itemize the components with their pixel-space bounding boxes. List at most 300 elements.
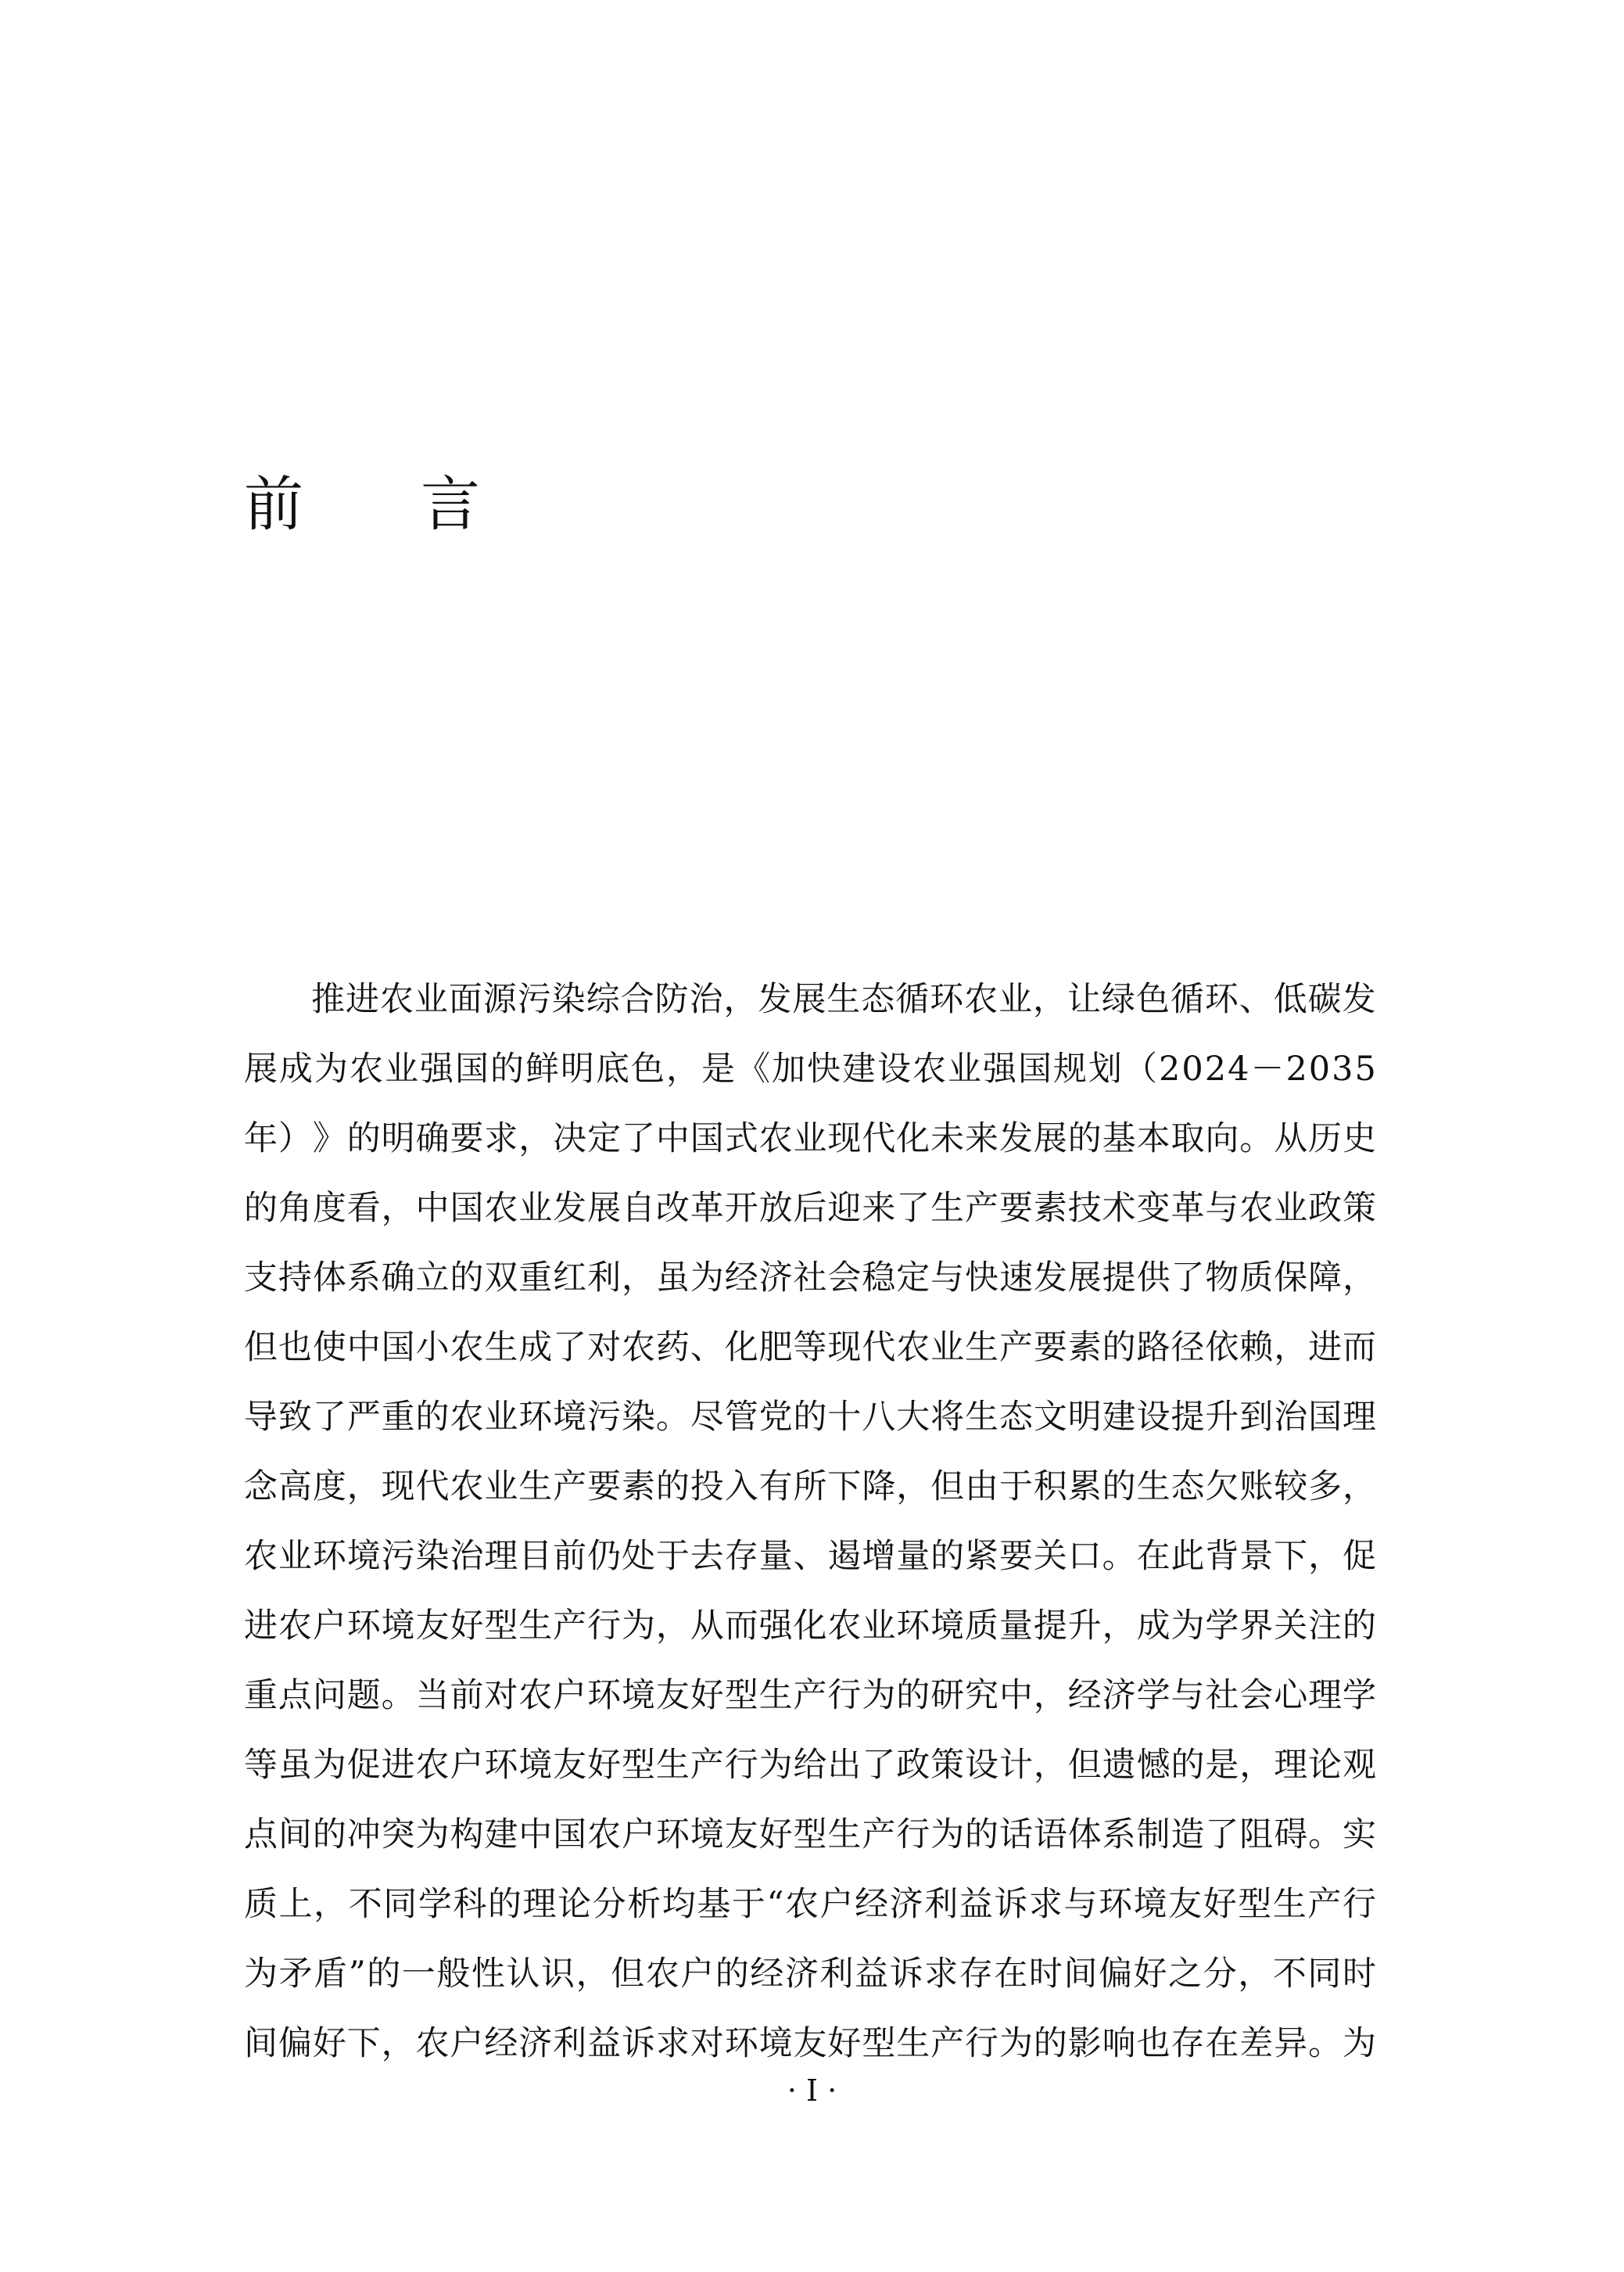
glyph: 了 (896, 1189, 930, 1228)
glyph: 境 (621, 1676, 655, 1715)
glyph: 也 (1136, 2024, 1170, 2063)
glyph: 合 (620, 980, 654, 1019)
glyph: 中 (998, 1676, 1033, 1715)
page-title (244, 469, 480, 540)
glyph: 与 (930, 1258, 965, 1298)
glyph: 国 (455, 1050, 489, 1089)
glyph: 之 (1168, 1954, 1203, 1994)
glyph: 农 (964, 980, 998, 1019)
glyph: 济 (889, 1885, 923, 1924)
glyph: 冲 (346, 1815, 381, 1854)
glyph: 生 (965, 1398, 999, 1437)
glyph: 进 (244, 1606, 278, 1646)
glyph: 出 (827, 1746, 862, 1785)
glyph: 户 (450, 1746, 484, 1785)
glyph: 量 (998, 1606, 1033, 1646)
glyph: 促 (346, 1746, 381, 1785)
glyph: 境 (1133, 1885, 1167, 1924)
glyph: 产 (793, 1676, 827, 1715)
glyph: 素 (1067, 1328, 1102, 1367)
glyph: 境 (346, 1537, 381, 1576)
glyph: 量 (896, 1537, 930, 1576)
glyph: “ (766, 1885, 784, 1924)
glyph: 未 (930, 1119, 965, 1158)
glyph: 构 (450, 1815, 484, 1854)
glyph: 要 (1033, 1328, 1067, 1367)
glyph: 对 (587, 1328, 622, 1367)
glyph: 好 (450, 1606, 484, 1646)
glyph: 升 (1205, 1398, 1239, 1437)
glyph: 的 (1067, 1119, 1102, 1158)
glyph: 累 (1067, 1467, 1102, 1506)
glyph: 治 (1274, 1398, 1308, 1437)
glyph: 代 (415, 1467, 450, 1506)
glyph: 质 (1239, 1258, 1274, 1298)
glyph: 将 (930, 1398, 965, 1437)
glyph: 明 (1067, 1398, 1102, 1437)
glyph: 是 (1205, 1746, 1239, 1785)
glyph: 济 (1102, 1676, 1136, 1715)
glyph: ， (1343, 1467, 1376, 1506)
glyph: 型 (724, 1676, 758, 1715)
glyph: 0 (1181, 1050, 1203, 1089)
glyph: 利 (587, 1258, 622, 1298)
glyph: 要 (450, 1119, 484, 1158)
glyph: 紧 (965, 1537, 999, 1576)
glyph: 的 (930, 1537, 965, 1576)
glyph: 经 (750, 1954, 784, 1994)
glyph: 质 (244, 1885, 278, 1924)
glyph: 现 (381, 1467, 415, 1506)
glyph: 前 (553, 1537, 587, 1576)
glyph: 立 (415, 1258, 450, 1298)
glyph: 》 (312, 1119, 346, 1158)
glyph: 产 (862, 1815, 896, 1854)
glyph: ， (1238, 1954, 1272, 1994)
glyph: 业 (862, 1606, 896, 1646)
glyph: 年 (244, 1119, 278, 1158)
glyph: 生 (965, 1328, 999, 1367)
glyph: 环 (655, 1815, 690, 1854)
glyph: 下 (827, 1467, 862, 1506)
glyph: 向 (1205, 1119, 1239, 1158)
glyph: 为 (758, 1746, 793, 1785)
glyph: 化 (896, 1119, 930, 1158)
glyph: 利 (553, 2024, 587, 2063)
glyph: 双 (484, 1258, 518, 1298)
glyph: ， (1033, 980, 1067, 1019)
glyph: 持 (278, 1258, 312, 1298)
glyph: 虽 (278, 1746, 312, 1785)
glyph: 业 (484, 1398, 518, 1437)
glyph: 于 (655, 1537, 690, 1576)
glyph: 展 (1033, 1119, 1067, 1158)
glyph: 要 (587, 1467, 622, 1506)
glyph: 为 (312, 1746, 346, 1785)
glyph: ， (314, 1885, 348, 1924)
glyph: 经 (855, 1885, 889, 1924)
glyph: 友 (415, 1606, 450, 1646)
glyph: 下 (346, 2024, 381, 2063)
glyph: 为 (314, 1050, 348, 1089)
glyph: 诉 (621, 2024, 655, 2063)
glyph: ， (1102, 1606, 1136, 1646)
glyph: 于 (998, 1467, 1033, 1506)
glyph: 设 (965, 1746, 999, 1785)
glyph: 的 (415, 1398, 450, 1437)
glyph: 强 (758, 1606, 793, 1646)
glyph: － (1250, 1050, 1285, 1089)
glyph: ， (1343, 1258, 1376, 1298)
glyph: 型 (621, 1746, 655, 1785)
glyph: 强 (420, 1050, 454, 1089)
glyph: 友 (793, 2024, 827, 2063)
glyph: 来 (862, 1189, 896, 1228)
glyph: 在 (1136, 1537, 1170, 1576)
glyph: 防 (654, 980, 689, 1019)
glyph: 异 (1274, 2024, 1308, 2063)
glyph: ， (575, 1954, 610, 1994)
glyph: 依 (1205, 1328, 1239, 1367)
glyph: 诉 (889, 1954, 923, 1994)
glyph: 碳 (1307, 980, 1342, 1019)
glyph: 鲜 (525, 1050, 559, 1089)
glyph: 求 (924, 1954, 959, 1994)
glyph: 业 (278, 1537, 312, 1576)
glyph: 此 (1170, 1537, 1205, 1576)
glyph: ， (381, 1189, 415, 1228)
glyph: 绿 (1101, 980, 1135, 1019)
paragraph-line (244, 1940, 1376, 2009)
glyph: 重 (518, 1258, 553, 1298)
glyph: 好 (758, 1815, 793, 1854)
glyph: 经 (484, 2024, 518, 2063)
glyph: 了 (1205, 1815, 1239, 1854)
glyph: 为 (862, 1676, 896, 1715)
glyph: 综 (586, 980, 620, 1019)
glyph: 给 (793, 1746, 827, 1785)
glyph: 设 (877, 1050, 911, 1089)
glyph: 处 (621, 1537, 655, 1576)
glyph: 但 (1067, 1746, 1102, 1785)
glyph: 角 (278, 1189, 312, 1228)
glyph: 策 (930, 1746, 965, 1785)
glyph: 了 (862, 1746, 896, 1785)
glyph: 环 (1099, 1885, 1133, 1924)
glyph: 行 (827, 1676, 862, 1715)
glyph: 学 (1205, 1606, 1239, 1646)
glyph: 同 (383, 1885, 418, 1924)
glyph: 政 (896, 1746, 930, 1785)
glyph: 0 (1308, 1050, 1331, 1089)
glyph: 求 (1028, 1885, 1063, 1924)
glyph: 变 (1136, 1189, 1170, 1228)
glyph: 遗 (1102, 1746, 1136, 1785)
glyph: 导 (244, 1398, 278, 1437)
paragraph-line (244, 1313, 1376, 1383)
glyph: 的 (450, 1258, 484, 1298)
glyph: 农 (1239, 1189, 1274, 1228)
glyph: 严 (346, 1398, 381, 1437)
glyph: 农 (645, 1954, 679, 1994)
glyph: 存 (1170, 2024, 1205, 2063)
glyph: 、 (793, 1537, 827, 1576)
glyph: 路 (1136, 1328, 1170, 1367)
glyph: 放 (758, 1189, 793, 1228)
glyph: 生 (930, 1189, 965, 1228)
glyph: 展 (792, 980, 826, 1019)
glyph: 友 (553, 1746, 587, 1785)
glyph: 农 (896, 1328, 930, 1367)
glyph: 进 (1308, 1328, 1343, 1367)
glyph: 好 (1203, 1885, 1237, 1924)
glyph: 国 (1308, 1398, 1343, 1437)
glyph: 行 (896, 1815, 930, 1854)
glyph: 度 (312, 1189, 346, 1228)
glyph: 明 (561, 1050, 594, 1089)
glyph: 业 (948, 1050, 981, 1089)
glyph: 经 (724, 1258, 758, 1298)
page-number: · I · (787, 2073, 837, 2108)
glyph: 来 (965, 1119, 999, 1158)
paragraph-line (244, 2009, 1376, 2079)
glyph: 的 (1102, 1328, 1136, 1367)
glyph: 观 (1343, 1746, 1376, 1785)
glyph: 策 (1343, 1189, 1376, 1228)
glyph: 业 (414, 980, 448, 1019)
glyph: 经 (1067, 1676, 1102, 1715)
glyph: 了 (621, 1119, 655, 1158)
glyph: 好 (690, 1676, 724, 1715)
glyph: 化 (793, 1606, 827, 1646)
glyph: 学 (418, 1885, 452, 1924)
glyph: 从 (1274, 1119, 1308, 1158)
glyph: 关 (1033, 1537, 1067, 1576)
glyph: 从 (690, 1606, 724, 1646)
glyph: 型 (1238, 1885, 1272, 1924)
glyph: 的 (1033, 2024, 1067, 2063)
paragraph-line (244, 1592, 1376, 1661)
glyph: 会 (1239, 1676, 1274, 1715)
glyph: 仍 (587, 1537, 622, 1576)
glyph: 论 (1308, 1746, 1343, 1785)
glyph: 重 (244, 1676, 278, 1715)
glyph: 生 (1136, 1467, 1170, 1506)
glyph: 推 (311, 980, 345, 1019)
glyph: 与 (1063, 1885, 1098, 1924)
paragraph-line (244, 1661, 1376, 1731)
glyph: ） (278, 1119, 312, 1158)
glyph: 态 (1170, 1467, 1205, 1506)
glyph: 制 (1136, 1815, 1170, 1854)
glyph: ， (621, 1258, 655, 1298)
glyph: 益 (855, 1954, 889, 1994)
glyph: 话 (998, 1815, 1033, 1854)
glyph: 环 (896, 1606, 930, 1646)
glyph: 研 (930, 1676, 965, 1715)
glyph: 对 (484, 1676, 518, 1715)
glyph: 农 (518, 1676, 553, 1715)
glyph: 基 (697, 1885, 731, 1924)
glyph: 户 (680, 1954, 715, 1994)
glyph: 的 (312, 1815, 346, 1854)
glyph: ， (723, 980, 758, 1019)
glyph: 产 (553, 1467, 587, 1506)
glyph: 。 (1239, 1119, 1274, 1158)
glyph: 革 (1170, 1189, 1205, 1228)
glyph: 好 (1133, 1954, 1167, 1994)
glyph: 产 (1307, 1885, 1342, 1924)
glyph: 使 (312, 1328, 346, 1367)
glyph: 的 (965, 1815, 999, 1854)
glyph: 好 (827, 2024, 862, 2063)
glyph: 素 (1033, 1189, 1067, 1228)
glyph: 环 (518, 1398, 553, 1437)
glyph: 但 (244, 1328, 278, 1367)
glyph: 染 (621, 1398, 655, 1437)
glyph: 基 (1102, 1119, 1136, 1158)
glyph: 体 (312, 1258, 346, 1298)
glyph: 的 (367, 1954, 401, 1994)
glyph: 环 (312, 1537, 346, 1576)
glyph: 农 (350, 1050, 383, 1089)
glyph: 型 (793, 1815, 827, 1854)
glyph: 环 (1204, 980, 1239, 1019)
glyph: 在 (1205, 2024, 1239, 2063)
glyph: 降 (862, 1467, 896, 1506)
glyph: 定 (896, 1258, 930, 1298)
glyph: 开 (724, 1189, 758, 1228)
glyph: （ (1124, 1050, 1157, 1089)
glyph: 但 (611, 1954, 645, 1994)
glyph: 口 (1067, 1537, 1102, 1576)
glyph: 农 (912, 1050, 946, 1089)
glyph: 环 (346, 1606, 381, 1646)
glyph: 为 (1170, 1606, 1205, 1646)
glyph: 致 (278, 1398, 312, 1437)
glyph: 多 (1308, 1467, 1343, 1506)
glyph: 为 (690, 1258, 724, 1298)
paragraph-line (244, 1244, 1376, 1313)
glyph: 分 (1203, 1954, 1237, 1994)
glyph: 要 (998, 1189, 1033, 1228)
glyph: 进 (345, 980, 379, 1019)
glyph: 入 (724, 1467, 758, 1506)
glyph: 。 (1102, 1537, 1136, 1576)
glyph: 理 (484, 1537, 518, 1576)
glyph: 农 (621, 1328, 655, 1367)
glyph: 尽 (690, 1398, 724, 1437)
glyph: 户 (553, 1676, 587, 1715)
glyph: 到 (1239, 1398, 1274, 1437)
glyph: 益 (587, 2024, 622, 2063)
glyph: 求 (655, 2024, 690, 2063)
glyph: 下 (1274, 1537, 1308, 1576)
glyph: 业 (930, 1328, 965, 1367)
glyph: 增 (862, 1537, 896, 1576)
glyph: 支 (244, 1258, 278, 1298)
glyph: 产 (553, 1606, 587, 1646)
glyph: 决 (553, 1119, 587, 1158)
glyph: 偏 (278, 2024, 312, 2063)
paragraph-line (244, 1452, 1376, 1522)
glyph: 碍 (1274, 1815, 1308, 1854)
glyph: 污 (517, 980, 551, 1019)
glyph: 业 (484, 1467, 518, 1506)
glyph: 生 (758, 1676, 793, 1715)
glyph: 注 (1308, 1606, 1343, 1646)
glyph: 前 (450, 1676, 484, 1715)
glyph: 型 (862, 2024, 896, 2063)
glyph: 肥 (758, 1328, 793, 1367)
glyph: 低 (1273, 980, 1307, 1019)
glyph: 生 (484, 1328, 518, 1367)
glyph: 发 (998, 1119, 1033, 1158)
glyph: 改 (655, 1189, 690, 1228)
glyph: 为 (1343, 2024, 1376, 2063)
glyph: 色 (1135, 980, 1170, 1019)
glyph: 国 (690, 1119, 724, 1158)
glyph: 建 (484, 1815, 518, 1854)
glyph: 型 (484, 1606, 518, 1646)
glyph: 的 (1343, 1606, 1376, 1646)
glyph: 阻 (1239, 1815, 1274, 1854)
glyph: 影 (1067, 2024, 1102, 2063)
glyph: 当 (415, 1676, 450, 1715)
glyph: 治 (450, 1537, 484, 1576)
glyph: 升 (1067, 1606, 1102, 1646)
paragraph-line (244, 1104, 1376, 1174)
glyph: 论 (557, 1885, 592, 1924)
glyph: 管 (724, 1398, 758, 1437)
glyph: 国 (1018, 1050, 1052, 1089)
glyph: 生 (827, 1815, 862, 1854)
glyph: 提 (1170, 1398, 1205, 1437)
glyph: 欠 (1205, 1467, 1239, 1506)
glyph: 革 (690, 1189, 724, 1228)
glyph: ” (348, 1954, 366, 1994)
glyph: 的 (1170, 1746, 1205, 1785)
glyph: 背 (1205, 1537, 1239, 1576)
glyph: 景 (1239, 1537, 1274, 1576)
glyph: 展 (587, 1189, 622, 1228)
glyph: 稳 (862, 1258, 896, 1298)
glyph: 理 (1343, 1398, 1376, 1437)
glyph: 利 (819, 1954, 854, 1994)
glyph: 所 (793, 1467, 827, 1506)
glyph: 素 (621, 1467, 655, 1506)
glyph: 的 (1102, 1467, 1136, 1506)
glyph: 展 (1067, 1258, 1102, 1298)
glyph: 农 (450, 1328, 484, 1367)
paragraph-line (244, 1731, 1376, 1800)
glyph: 的 (346, 1119, 381, 1158)
glyph: 目 (518, 1537, 553, 1576)
glyph: 会 (827, 1258, 862, 1298)
glyph: 业 (998, 980, 1033, 1019)
glyph: 益 (959, 1885, 993, 1924)
glyph: 。 (655, 1398, 690, 1437)
glyph: 学 (1343, 1676, 1376, 1715)
glyph: 2 (1159, 1050, 1181, 1089)
glyph: 确 (415, 1119, 450, 1158)
glyph: 2 (1204, 1050, 1227, 1089)
glyph: 政 (1308, 1189, 1343, 1228)
glyph: 障 (1308, 1258, 1343, 1298)
glyph: 农 (244, 1537, 278, 1576)
glyph: 强 (983, 1050, 1016, 1089)
glyph: ， (655, 1606, 690, 1646)
